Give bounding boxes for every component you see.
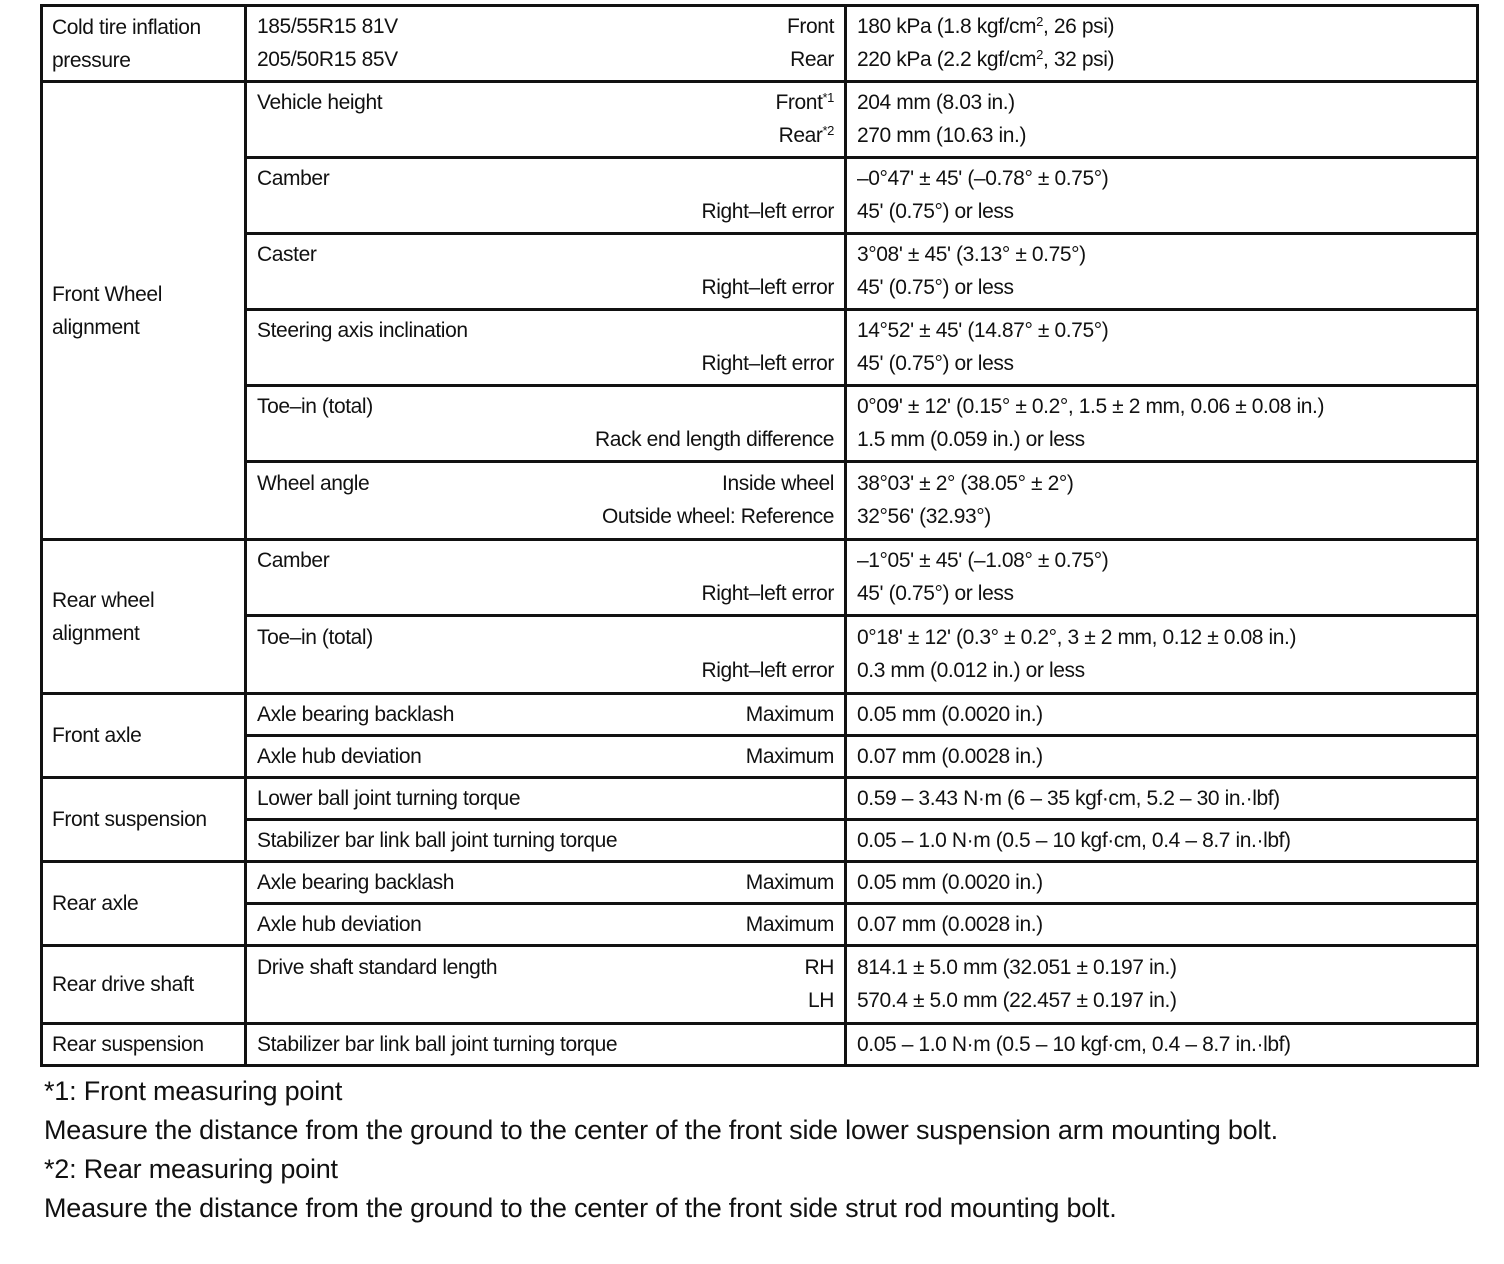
item-cell (246, 946, 846, 1024)
spec-value: 204 mm (8.03 in.) (857, 91, 1015, 114)
item-cell (246, 310, 846, 386)
spec-value: 32°56' (32.93°) (857, 505, 991, 528)
sub-label: Right–left error (701, 582, 834, 605)
sub-label: Right–left error (701, 200, 834, 223)
item-cell (246, 462, 846, 540)
table-row (42, 82, 1478, 158)
footnotes (44, 1072, 1278, 1228)
table-row (42, 158, 1478, 234)
spec-value: 0°09' ± 12' (0.15° ± 0.2°, 1.5 ± 2 mm, 0.06 ± 0.08 in.) (857, 395, 1325, 418)
item-label: Axle hub deviation (257, 744, 422, 768)
table-row (42, 462, 1478, 540)
item-cell (246, 694, 846, 736)
category-label-line: pressure (52, 48, 131, 72)
side-label: LH (807, 989, 834, 1012)
sub-label: Right–left error (701, 352, 834, 375)
value-cell (846, 778, 1478, 820)
table-row (42, 778, 1478, 820)
sub-label: Outside wheel: Reference (601, 505, 834, 528)
category-label-line: Front Wheel (52, 282, 162, 306)
item-label: Drive shaft standard length (257, 956, 498, 979)
table-row (42, 736, 1478, 778)
footnote-rear-heading: *2: Rear measuring point (44, 1154, 338, 1184)
item-cell (246, 158, 846, 234)
table-row (42, 540, 1478, 616)
value-cell (846, 310, 1478, 386)
spec-value: 220 kPa (2.2 kgf/$cm^2$, 32 psi) (857, 47, 1115, 71)
category-rear-drive-shaft: Rear drive shaft (42, 946, 246, 1024)
footnote-rear-text: Measure the distance from the ground to the center of the front side strut rod mounting bolt. (44, 1193, 1117, 1223)
item-cell (246, 778, 846, 820)
table-row (42, 820, 1478, 862)
value-cell (846, 386, 1478, 462)
spec-value: 814.1 ± 5.0 mm (32.051 ± 0.197 in.) (857, 956, 1177, 979)
footnote-front-heading: *1: Front measuring point (44, 1076, 343, 1106)
item-label: Stabilizer bar link ball joint turning torque (257, 1032, 618, 1056)
table-row (42, 310, 1478, 386)
spec-value: 570.4 ± 5.0 mm (22.457 ± 0.197 in.) (857, 989, 1177, 1012)
item-cell (246, 616, 846, 694)
table-row (42, 862, 1478, 904)
value-cell (846, 946, 1478, 1024)
item-label: Vehicle height (257, 91, 383, 114)
table-row (42, 1024, 1478, 1066)
category-label-line: alignment (52, 621, 140, 645)
item-cell (246, 1024, 846, 1066)
value-cell (846, 904, 1478, 946)
table-row (42, 234, 1478, 310)
item-cell (246, 82, 846, 158)
sub-label: Inside wheel (722, 472, 834, 495)
table-row (42, 694, 1478, 736)
item-label: Wheel angle (257, 472, 370, 495)
category-front-wheel-alignment (42, 82, 246, 540)
category-front-axle: Front axle (42, 694, 246, 778)
item-cell (246, 540, 846, 616)
qualifier: Maximum (745, 702, 834, 726)
spec-value: 0.05 – 1.0 N·m (0.5 – 10 kgf·cm, 0.4 – 8.7 in.·lbf) (857, 1032, 1291, 1056)
category-rear-wheel-alignment (42, 540, 246, 694)
spec-value: 14°52' ± 45' (14.87° ± 0.75°) (857, 319, 1109, 342)
value-cell (846, 462, 1478, 540)
spec-value: 0.05 – 1.0 N·m (0.5 – 10 kgf·cm, 0.4 – 8.7 in.·lbf) (857, 828, 1291, 852)
item-cell (246, 386, 846, 462)
table-row (42, 904, 1478, 946)
spec-value: 45' (0.75°) or less (857, 276, 1014, 299)
position-label: Front (786, 15, 834, 38)
value-cell (846, 158, 1478, 234)
value-cell (846, 1024, 1478, 1066)
item-label: Camber (257, 549, 330, 572)
category-label-line: Rear wheel (52, 588, 155, 612)
item-cell (246, 862, 846, 904)
item-label: Stabilizer bar link ball joint turning torque (257, 828, 618, 852)
spec-value: 0.3 mm (0.012 in.) or less (857, 659, 1085, 682)
item-label: Caster (257, 243, 317, 266)
spec-value: 180 kPa (1.8 kgf/$cm^2$, 26 psi) (857, 14, 1115, 38)
value-cell (846, 82, 1478, 158)
table-row (42, 386, 1478, 462)
spec-value: –1°05' ± 45' (–1.08° ± 0.75°) (857, 549, 1109, 572)
position-label: Rear (790, 48, 834, 71)
value-cell (846, 234, 1478, 310)
item-label: Axle bearing backlash (257, 702, 455, 726)
spec-value: 1.5 mm (0.059 in.) or less (857, 428, 1085, 451)
tire-size: 185/55R15 81V (257, 15, 398, 38)
spec-value: 45' (0.75°) or less (857, 582, 1014, 605)
spec-value: –0°47' ± 45' (–0.78° ± 0.75°) (857, 167, 1109, 190)
value-cell (846, 820, 1478, 862)
category-front-suspension: Front suspension (42, 778, 246, 862)
spec-value: 0.59 – 3.43 N·m (6 – 35 kgf·cm, 5.2 – 30 in.·lbf) (857, 786, 1280, 810)
spec-value: 45' (0.75°) or less (857, 200, 1014, 223)
value-cell (846, 6, 1478, 82)
value-cell (846, 694, 1478, 736)
value-cell (846, 616, 1478, 694)
value-cell (846, 736, 1478, 778)
category-cold-tire-inflation (42, 6, 246, 82)
category-label-line: Cold tire inflation (52, 15, 201, 39)
side-label: RH (804, 956, 834, 979)
item-cell (246, 820, 846, 862)
spec-value: 3°08' ± 45' (3.13° ± 0.75°) (857, 243, 1086, 266)
item-label: Steering axis inclination (257, 319, 468, 342)
position-label: Front$^{*1}$ (775, 90, 834, 114)
spec-value: 0.07 mm (0.0028 in.) (857, 912, 1043, 936)
position-label: Rear$^{*2}$ (778, 123, 834, 147)
item-label: Axle bearing backlash (257, 870, 455, 894)
category-rear-suspension: Rear suspension (42, 1024, 246, 1066)
value-cell (846, 862, 1478, 904)
item-label: Camber (257, 167, 330, 190)
spec-table (40, 4, 1479, 1067)
item-cell (246, 736, 846, 778)
table-row (42, 6, 1478, 82)
item-label: Toe–in (total) (257, 395, 373, 418)
spec-value: 270 mm (10.63 in.) (857, 124, 1027, 147)
category-rear-axle: Rear axle (42, 862, 246, 946)
spec-value: 45' (0.75°) or less (857, 352, 1014, 375)
item-cell (246, 234, 846, 310)
sub-label: Rack end length difference (594, 428, 834, 451)
value-cell (846, 540, 1478, 616)
item-label: Toe–in (total) (257, 626, 373, 649)
spec-value: 38°03' ± 2° (38.05° ± 2°) (857, 472, 1074, 495)
qualifier: Maximum (745, 744, 834, 768)
item-label: Lower ball joint turning torque (257, 786, 521, 810)
qualifier: Maximum (745, 912, 834, 936)
qualifier: Maximum (745, 870, 834, 894)
spec-value: 0.07 mm (0.0028 in.) (857, 744, 1043, 768)
sub-label: Right–left error (701, 276, 834, 299)
item-cell (246, 6, 846, 82)
item-label: Axle hub deviation (257, 912, 422, 936)
category-label-line: alignment (52, 315, 140, 339)
footnote-front-text: Measure the distance from the ground to the center of the front side lower suspension arm mounting bolt. (44, 1115, 1278, 1145)
table-row (42, 946, 1478, 1024)
table-row (42, 616, 1478, 694)
item-cell (246, 904, 846, 946)
tire-size: 205/50R15 85V (257, 48, 398, 71)
spec-value: 0°18' ± 12' (0.3° ± 0.2°, 3 ± 2 mm, 0.12 ± 0.08 in.) (857, 626, 1297, 649)
spec-value: 0.05 mm (0.0020 in.) (857, 870, 1043, 894)
spec-value: 0.05 mm (0.0020 in.) (857, 702, 1043, 726)
sub-label: Right–left error (701, 659, 834, 682)
